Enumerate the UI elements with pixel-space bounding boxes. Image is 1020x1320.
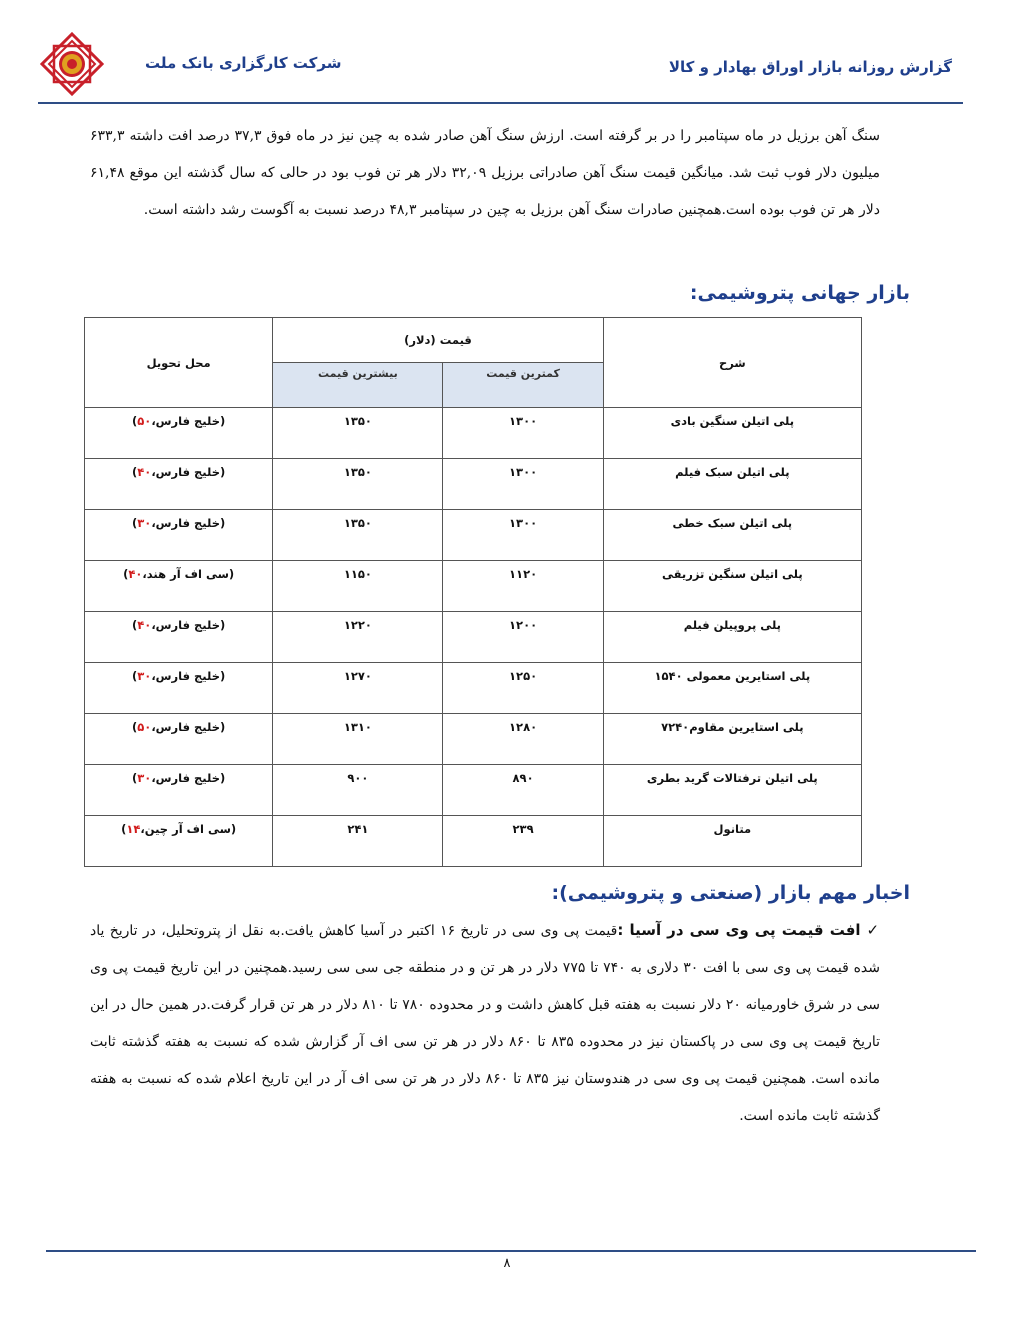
- news-headline: افت قیمت پی وی سی در آسیا :: [617, 921, 861, 939]
- delivery-location: (خلیج فارس،: [151, 516, 226, 530]
- news-body: قیمت پی وی سی در تاریخ ۱۶ اکتبر در آسیا کاهش یافت.به نقل از پتروتحلیل، در تاریخ یاد شده قیمت پی وی سی با افت ۳۰ دلاری به ۷۴۰ تا ۷۷۵ دلار در هر تن و در منطقه جی سی سی رسید.همچنین در این تاریخ قیمت پی وی سی در شرق خاورمیانه ۲۰ دلار نسبت به هفته قبل کاهش داشت و در محدوده ۷۸۰ تا ۸۱۰ دلار در هر تن قرار گرفت.در همین حال در این تاریخ قیمت پی وی سی در پاکستان نیز در محدوده ۸۳۵ تا ۸۶۰ دلار در هر تن سی اف آر گزارش شده که نسبت به هفته گذشته ثابت مانده است. همچنین قیمت پی وی سی در هندوستان نیز ۸۳۵ تا ۸۶۰ دلار در هر تن سی اف آر در این تاریخ اعلام شده که نسبت به هفته گذشته ثابت مانده است.: [90, 923, 881, 1124]
- min-price-cell: ۱۲۵۰: [443, 663, 603, 714]
- min-price-cell: ۱۳۰۰: [443, 408, 603, 459]
- delivery-location: (سی اف آر چین،: [140, 822, 237, 836]
- delivery-location: (خلیج فارس،: [151, 771, 226, 785]
- delivery-cell: [85, 765, 273, 816]
- delivery-cell: [85, 816, 273, 867]
- product-name-cell: پلی اتیلن ترفتالات گرید بطری: [603, 765, 861, 816]
- max-price-cell: ۲۴۱: [273, 816, 443, 867]
- header-divider: [38, 102, 963, 104]
- product-name-cell: پلی اتیلن سنگین بادی: [603, 408, 861, 459]
- table-row: [85, 510, 862, 561]
- delivery-days: ۱۴: [126, 822, 141, 836]
- page-header: [0, 0, 1020, 110]
- table-row: [85, 561, 862, 612]
- delivery-location: (خلیج فارس،: [151, 720, 226, 734]
- min-price-cell: ۲۳۹: [443, 816, 603, 867]
- delivery-cell: [85, 663, 273, 714]
- delivery-location: (سی اف آر هند،: [142, 567, 235, 581]
- delivery-days: ۳۰: [137, 516, 152, 530]
- delivery-close-paren: ): [132, 669, 138, 683]
- delivery-cell: [85, 561, 273, 612]
- delivery-location: (خلیج فارس،: [151, 465, 226, 479]
- page-number: ۸: [503, 1256, 511, 1271]
- delivery-days: ۵۰: [137, 414, 152, 428]
- product-name-cell: پلی اتیلن سنگین تزریقی: [603, 561, 861, 612]
- delivery-cell: [85, 459, 273, 510]
- product-name-cell: متانول: [603, 816, 861, 867]
- delivery-days: ۴۰: [128, 567, 143, 581]
- delivery-days: ۴۰: [137, 618, 152, 632]
- delivery-days: ۴۰: [137, 465, 152, 479]
- report-title: گزارش روزانه بازار اوراق بهادار و کالا: [668, 58, 952, 76]
- table-row: [85, 765, 862, 816]
- max-price-cell: ۱۲۷۰: [273, 663, 443, 714]
- bank-mellat-logo-icon: [40, 32, 104, 96]
- delivery-close-paren: ): [132, 516, 138, 530]
- delivery-close-paren: ): [132, 720, 138, 734]
- delivery-days: ۳۰: [137, 669, 152, 683]
- table-row: [85, 612, 862, 663]
- max-price-cell: ۱۳۵۰: [273, 408, 443, 459]
- delivery-close-paren: ): [132, 414, 138, 428]
- delivery-location: (خلیج فارس،: [151, 618, 226, 632]
- header-min-price: کمترین قیمت: [443, 363, 603, 408]
- min-price-cell: ۱۳۰۰: [443, 510, 603, 561]
- delivery-location: (خلیج فارس،: [151, 414, 226, 428]
- delivery-close-paren: ): [121, 822, 127, 836]
- product-name-cell: پلی استایرین مقاوم۷۲۴۰: [603, 714, 861, 765]
- petrochemical-section-title: بازار جهانی پتروشیمی:: [689, 282, 910, 304]
- max-price-cell: ۱۲۲۰: [273, 612, 443, 663]
- table-body: [85, 408, 862, 867]
- footer-divider: [46, 1250, 976, 1252]
- header-description: شرح: [603, 318, 861, 408]
- delivery-days: ۳۰: [137, 771, 152, 785]
- max-price-cell: ۹۰۰: [273, 765, 443, 816]
- delivery-close-paren: ): [132, 465, 138, 479]
- delivery-cell: [85, 714, 273, 765]
- min-price-cell: ۱۱۲۰: [443, 561, 603, 612]
- table-row: [85, 816, 862, 867]
- news-item: [90, 912, 880, 1135]
- product-name-cell: پلی اتیلن سبک فیلم: [603, 459, 861, 510]
- table-row: [85, 408, 862, 459]
- max-price-cell: ۱۳۵۰: [273, 459, 443, 510]
- petrochemical-price-table: [84, 317, 862, 867]
- delivery-location: (خلیج فارس،: [151, 669, 226, 683]
- intro-paragraph: سنگ آهن برزیل در ماه سپتامبر را در بر گرفته است. ارزش سنگ آهن صادر شده به چین نیز در ماه فوق ۳۷,۳ درصد افت داشته ۶۳۳,۳ میلیون دلار فوب ثبت شد. میانگین قیمت سنگ آهن صادراتی برزیل ۳۲,۰۹ دلار هر تن فوب بود در حالی که سال گذشته این موقع ۶۱,۴۸ دلار هر تن فوب بوده است.همچنین صادرات سنگ آهن برزیل به چین در سپتامبر ۴۸,۳ درصد نسبت به آگوست رشد داشته است.: [90, 128, 881, 218]
- delivery-days: ۵۰: [137, 720, 152, 734]
- table-row: [85, 714, 862, 765]
- delivery-close-paren: ): [132, 771, 138, 785]
- market-news-section-title: اخبار مهم بازار (صنعتی و پتروشیمی):: [551, 882, 910, 904]
- delivery-cell: [85, 612, 273, 663]
- max-price-cell: ۱۳۱۰: [273, 714, 443, 765]
- min-price-cell: ۸۹۰: [443, 765, 603, 816]
- header-max-price: بیشترین قیمت: [273, 363, 443, 408]
- header-price: قیمت (دلار): [273, 318, 603, 363]
- max-price-cell: ۱۱۵۰: [273, 561, 443, 612]
- delivery-close-paren: ): [123, 567, 129, 581]
- table-row: [85, 459, 862, 510]
- product-name-cell: پلی پروپیلن فیلم: [603, 612, 861, 663]
- max-price-cell: ۱۳۵۰: [273, 510, 443, 561]
- delivery-cell: [85, 408, 273, 459]
- delivery-close-paren: ): [132, 618, 138, 632]
- min-price-cell: ۱۲۰۰: [443, 612, 603, 663]
- product-name-cell: پلی استایرین معمولی ۱۵۴۰: [603, 663, 861, 714]
- check-mark-icon: ✓: [866, 921, 880, 939]
- header-delivery: محل تحویل: [85, 318, 273, 408]
- company-name: شرکت کارگزاری بانک ملت: [145, 54, 342, 72]
- min-price-cell: ۱۳۰۰: [443, 459, 603, 510]
- min-price-cell: ۱۲۸۰: [443, 714, 603, 765]
- delivery-cell: [85, 510, 273, 561]
- table-row: [85, 663, 862, 714]
- product-name-cell: پلی اتیلن سبک خطی: [603, 510, 861, 561]
